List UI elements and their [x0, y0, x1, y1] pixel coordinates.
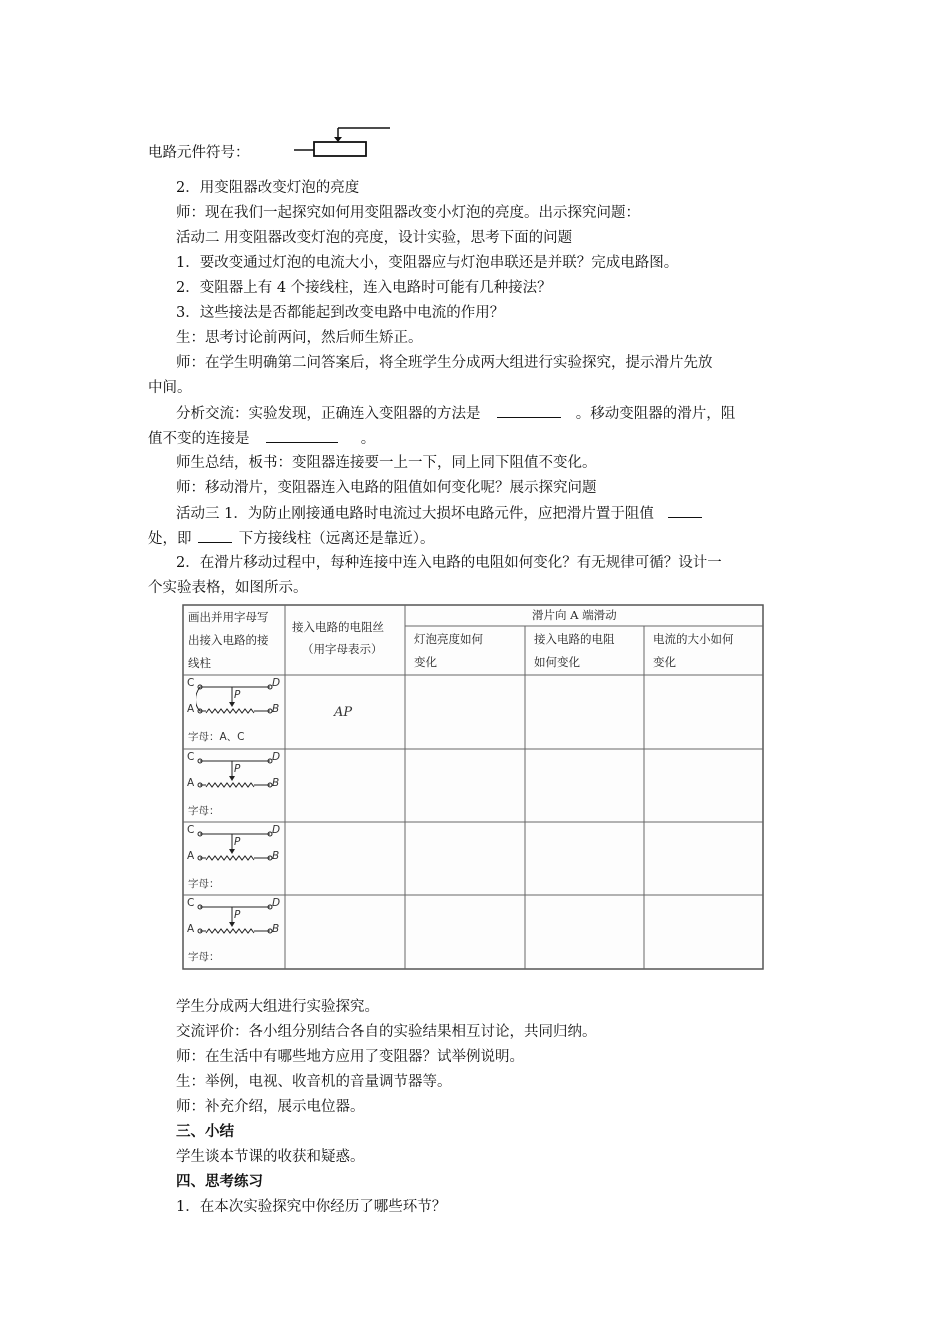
terminal-b: B	[272, 703, 280, 715]
answer-blank-1[interactable]	[497, 403, 561, 418]
after-line-6: 学生谈本节课的收获和疑惑。	[176, 1149, 365, 1165]
terminal-c: C	[187, 824, 195, 836]
activity3-text-2: 处，即	[148, 531, 192, 547]
terminal-p: P	[234, 689, 241, 701]
terminal-p: P	[234, 909, 241, 921]
teacher-line-2a: 师：在学生明确第二问答案后，将全班学生分成两大组进行实验探究，提示滑片先放	[176, 355, 713, 371]
table-row	[182, 895, 764, 969]
header-col4: 接入电路的电阻 如何变化	[534, 632, 615, 669]
after-line-1: 学生分成两大组进行实验探究。	[176, 999, 379, 1015]
question-3: 3．这些接法是否都能起到改变电路中电流的作用？	[176, 305, 505, 321]
terminal-a: A	[187, 703, 195, 715]
question-1: 1．要改变通过灯泡的电流大小，变阻器应与灯泡串联还是并联？完成电路图。	[176, 255, 679, 271]
rheostat-symbol-icon	[294, 124, 394, 160]
row-letters: 字母：	[188, 951, 220, 963]
question-4a: 2．在滑片移动过程中，每种连接中连入电路的电阻如何变化？有无规律可循？设计一	[176, 555, 722, 571]
activity3-text-1: 活动三 1．为防止刚接通电路时电流过大损坏电路元件，应把滑片置于阻值	[176, 506, 654, 522]
terminal-d: D	[272, 751, 281, 763]
teacher-line-3: 师：移动滑片，变阻器连入电路的阻值如何变化呢？展示探究问题	[176, 480, 597, 496]
table-row	[182, 749, 764, 822]
analysis-text-3: 值不变的连接是	[148, 431, 250, 447]
row-letters: 字母：	[188, 805, 220, 817]
question-4b: 个实验表格，如图所示。	[148, 580, 308, 596]
header-group: 滑片向 A 端滑动	[532, 608, 617, 622]
after-line-5: 师：补充介绍，展示电位器。	[176, 1099, 365, 1115]
analysis-text-4: 。	[360, 431, 376, 447]
terminal-c: C	[187, 677, 195, 689]
activity2-line: 活动二 用变阻器改变灯泡的亮度，设计实验，思考下面的问题	[176, 230, 573, 246]
terminal-d: D	[272, 897, 281, 909]
header-col3: 灯泡亮度如何 变化	[414, 632, 483, 669]
answer-blank-3[interactable]	[668, 503, 702, 518]
symbol-label: 电路元件符号：	[148, 145, 250, 161]
terminal-c: C	[187, 897, 195, 909]
row-letters: 字母：	[188, 878, 220, 890]
header-col1: 画出并用字母写 出接入电路的接 线柱	[188, 610, 269, 670]
answer-blank-4[interactable]	[198, 528, 232, 543]
analysis-line-b	[148, 428, 375, 449]
terminal-d: D	[272, 677, 281, 689]
terminal-b: B	[272, 923, 280, 935]
terminal-p: P	[234, 763, 241, 775]
after-line-4: 生：举例，电视、收音机的音量调节器等。	[176, 1074, 452, 1090]
terminal-b: B	[272, 777, 280, 789]
analysis-text-1: 分析交流：实验发现，正确连入变阻器的方法是	[176, 406, 481, 422]
section2-title: 2．用变阻器改变灯泡的亮度	[176, 180, 360, 196]
row1-answer: AP	[334, 705, 353, 720]
activity3-line-a	[176, 503, 702, 524]
activity3-line-b	[148, 528, 434, 549]
answer-blank-2[interactable]	[266, 428, 338, 443]
table-row	[182, 822, 764, 895]
heading-summary: 三、小结	[176, 1123, 234, 1140]
after-line-2: 交流评价：各小组分别结合各自的实验结果相互讨论，共同归纳。	[176, 1024, 597, 1040]
terminal-p: P	[234, 836, 241, 848]
after-line-7: 1．在本次实验探究中你经历了哪些环节？	[176, 1199, 447, 1215]
terminal-a: A	[187, 923, 195, 935]
activity3-text-3: 下方接线柱（远离还是靠近）。	[238, 531, 435, 547]
row-letters: 字母：A、C	[188, 731, 245, 743]
question-2: 2．变阻器上有 4 个接线柱，连入电路时可能有几种接法？	[176, 280, 552, 296]
symbol-line	[148, 143, 250, 163]
header-col5: 电流的大小如何 变化	[653, 632, 734, 669]
terminal-a: A	[187, 850, 195, 862]
after-line-3: 师：在生活中有哪些地方应用了变阻器？试举例说明。	[176, 1049, 524, 1065]
heading-exercise: 四、思考练习	[176, 1173, 263, 1190]
teacher-line-1: 师：现在我们一起探究如何用变阻器改变小灯泡的亮度。出示探究问题：	[176, 205, 640, 221]
terminal-b: B	[272, 850, 280, 862]
analysis-text-2: 。移动变阻器的滑片，阻	[575, 406, 736, 422]
summary-line: 师生总结，板书：变阻器连接要一上一下，同上同下阻值不变化。	[176, 455, 597, 471]
terminal-a: A	[187, 777, 195, 789]
terminal-d: D	[272, 824, 281, 836]
experiment-table	[182, 604, 764, 970]
student-line-1: 生：思考讨论前两问，然后师生矫正。	[176, 330, 423, 346]
analysis-line-a	[176, 403, 735, 424]
teacher-line-2b: 中间。	[148, 380, 192, 396]
header-col2: 接入电路的电阻丝 （用字母表示）	[292, 620, 384, 656]
table-row	[182, 675, 764, 749]
terminal-c: C	[187, 751, 195, 763]
